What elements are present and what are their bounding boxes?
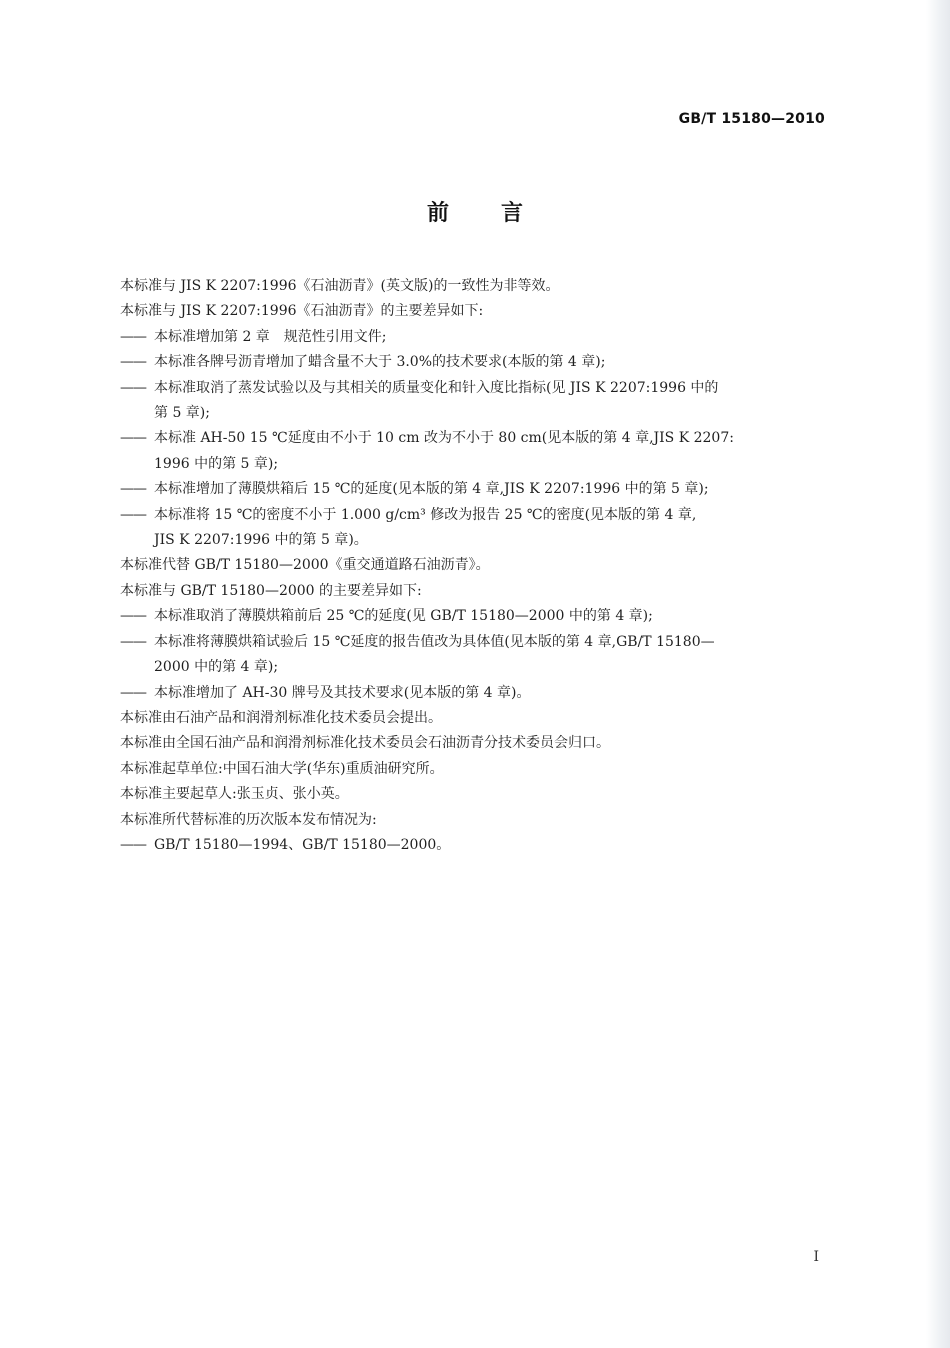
list-item-text: 本标准增加了薄膜烘箱后 15 ℃的延度(见本版的第 4 章,JIS K 2207:1996 中的第 5 章); bbox=[154, 481, 709, 498]
list-dash: —— bbox=[120, 430, 146, 447]
paragraph: 本标准与 JIS K 2207:1996《石油沥青》的主要差异如下: bbox=[120, 303, 484, 320]
list-dash: —— bbox=[120, 506, 146, 523]
paragraph: 本标准与 JIS K 2207:1996《石油沥青》(英文版)的一致性为非等效。 bbox=[120, 278, 560, 294]
list-dash: —— bbox=[120, 608, 146, 625]
list-item bbox=[120, 630, 830, 681]
page-number: I bbox=[813, 1249, 819, 1265]
list-dash: —— bbox=[120, 354, 146, 371]
list-item-text: 本标准取消了薄膜烘箱前后 25 ℃的延度(见 GB/T 15180—2000 中的第 4 章); bbox=[154, 608, 653, 625]
list-dash: —— bbox=[120, 836, 146, 853]
page-title: 前言 bbox=[426, 201, 575, 226]
list-dash: —— bbox=[120, 328, 146, 345]
list-item-text: 2000 中的第 4 章); bbox=[154, 659, 279, 676]
paragraph: 本标准由石油产品和润滑剂标准化技术委员会提出。 bbox=[120, 709, 442, 726]
list-dash: —— bbox=[120, 481, 146, 498]
list-item-text: JIS K 2207:1996 中的第 5 章)。 bbox=[154, 532, 368, 549]
list-item-text: 1996 中的第 5 章); bbox=[154, 455, 279, 472]
list-item-text: 本标准各牌号沥青增加了蜡含量不大于 3.0%的技术要求(本版的第 4 章); bbox=[154, 354, 606, 371]
list-item-text: 本标准取消了蒸发试验以及与其相关的质量变化和针入度比指标(见 JIS K 2207:1996 中的 bbox=[154, 379, 719, 396]
paragraph: 本标准主要起草人:张玉贞、张小英。 bbox=[120, 786, 349, 803]
paragraph: 本标准所代替标准的历次版本发布情况为: bbox=[120, 811, 377, 828]
paragraph: 本标准与 GB/T 15180—2000 的主要差异如下: bbox=[120, 582, 422, 599]
list-item bbox=[120, 376, 830, 427]
standard-code: GB/T 15180—2010 bbox=[678, 111, 825, 127]
list-item bbox=[120, 426, 830, 477]
list-item bbox=[120, 681, 830, 706]
list-item bbox=[120, 833, 830, 858]
foreword-body bbox=[120, 274, 830, 858]
list-item-text: 本标准增加了 AH-30 牌号及其技术要求(见本版的第 4 章)。 bbox=[154, 684, 531, 701]
list-item bbox=[120, 604, 830, 629]
list-item bbox=[120, 325, 830, 350]
list-item bbox=[120, 477, 830, 502]
paragraph: 本标准起草单位:中国石油大学(华东)重质油研究所。 bbox=[120, 760, 444, 777]
list-dash: —— bbox=[120, 379, 146, 396]
list-dash: —— bbox=[120, 684, 146, 701]
list-item-text: 本标准将薄膜烘箱试验后 15 ℃延度的报告值改为具体值(见本版的第 4 章,GB/T 15180— bbox=[154, 633, 715, 650]
list-item-text: GB/T 15180—1994、GB/T 15180—2000。 bbox=[154, 836, 451, 853]
paragraph: 本标准代替 GB/T 15180—2000《重交通道路石油沥青》。 bbox=[120, 557, 490, 574]
list-item-text: 本标准 AH-50 15 ℃延度由不小于 10 cm 改为不小于 80 cm(见本版的第 4 章,JIS K 2207: bbox=[154, 430, 734, 447]
paragraph: 本标准由全国石油产品和润滑剂标准化技术委员会石油沥青分技术委员会归口。 bbox=[120, 735, 610, 752]
list-item-text: 本标准将 15 ℃的密度不小于 1.000 g/cm³ 修改为报告 25 ℃的密度(见本版的第 4 章, bbox=[154, 506, 697, 523]
list-item-text: 本标准增加第 2 章 规范性引用文件; bbox=[154, 328, 387, 345]
list-item bbox=[120, 503, 830, 554]
list-item bbox=[120, 350, 830, 375]
list-item-text: 第 5 章); bbox=[154, 405, 210, 422]
list-dash: —— bbox=[120, 633, 146, 650]
